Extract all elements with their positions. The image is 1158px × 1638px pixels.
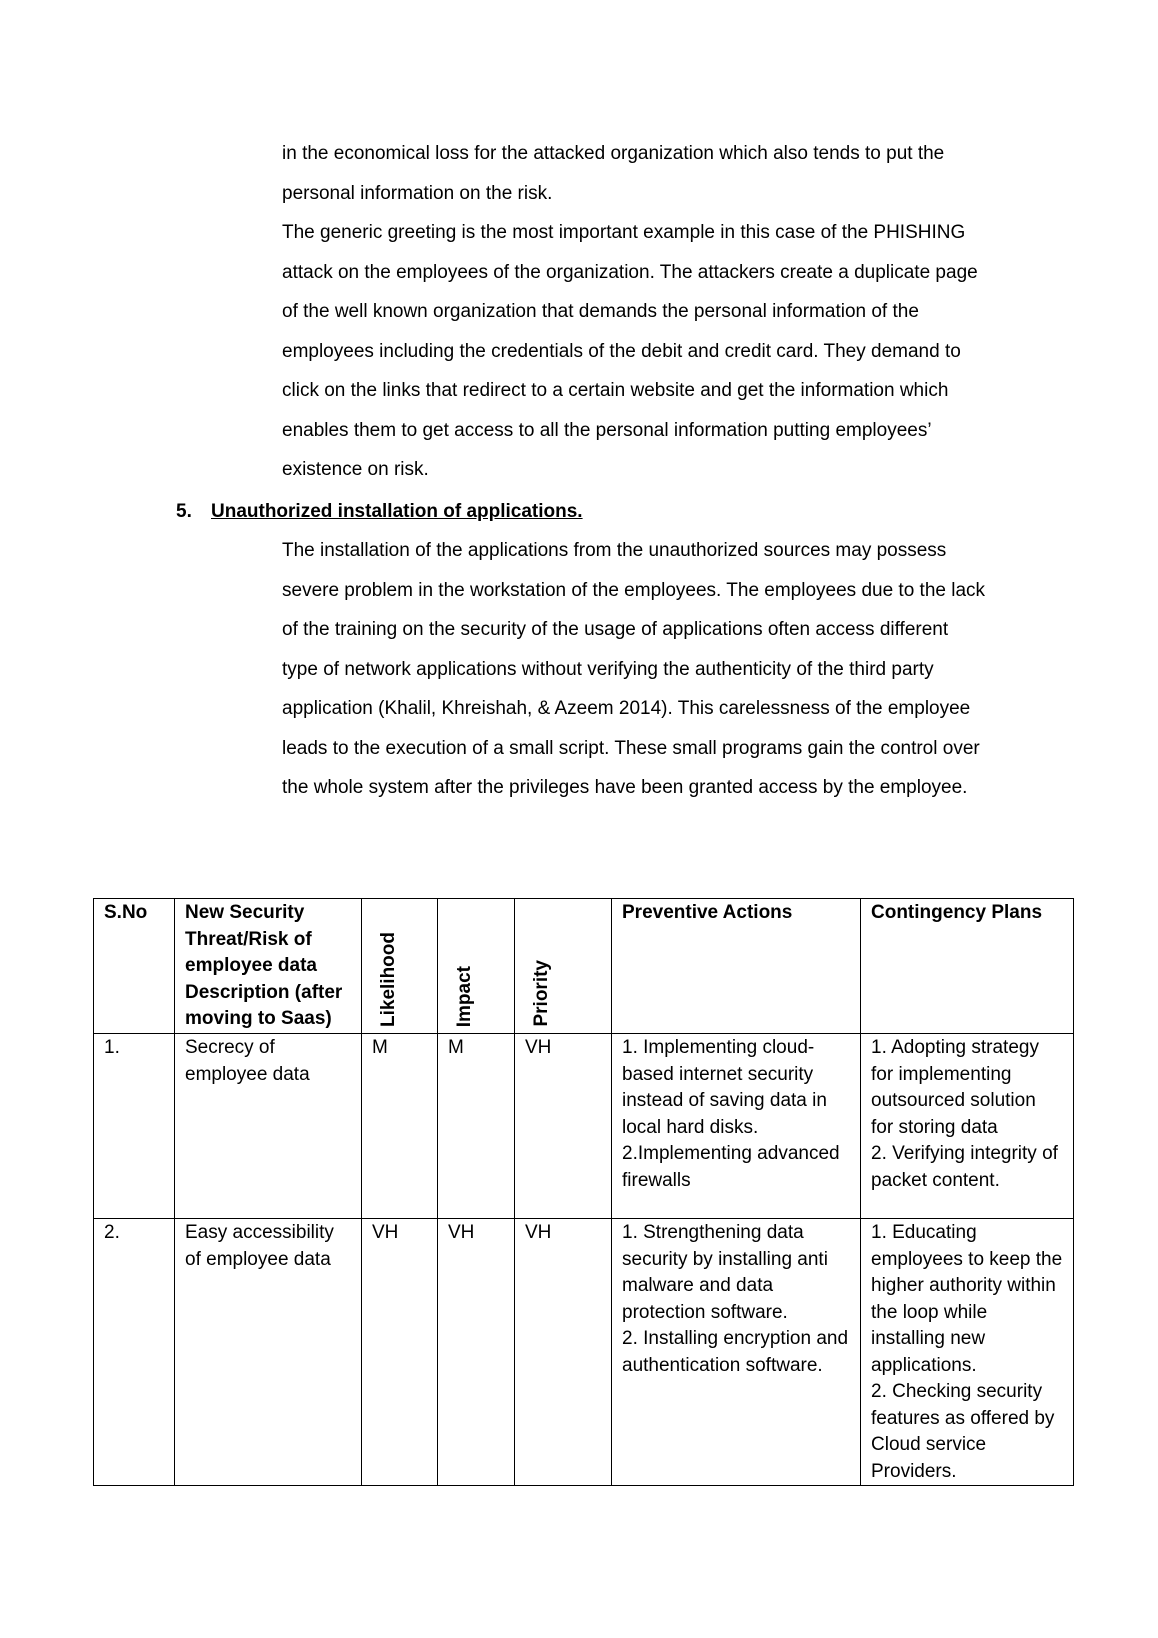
cell-likelihood: VH (362, 1219, 438, 1486)
cell-likelihood: M (362, 1034, 438, 1219)
text-line: leads to the execution of a small script. These small programs gain the control over (282, 737, 980, 759)
header-preventive: Preventive Actions (612, 899, 861, 1034)
text-line: existence on risk. (282, 459, 429, 480)
header-likelihood: Likelihood (378, 932, 399, 1027)
text-line: of the training on the security of the usage of applications often access different (282, 619, 949, 640)
cell-impact: M (438, 1034, 515, 1219)
cell-sno: 1. (94, 1034, 175, 1219)
header-priority-cell (515, 899, 612, 1034)
text-line: personal information on the risk. (282, 182, 553, 204)
text-line: The installation of the applications from the unauthorized sources may possess (282, 540, 947, 561)
header-impact-cell (438, 899, 515, 1034)
section-number: 5. (176, 501, 192, 522)
text-line: attack on the employees of the organization. The attackers create a duplicate page (282, 261, 978, 283)
cell-priority: VH (515, 1219, 612, 1486)
cell-contingency: 1. Educating employees to keep the higher authority within the loop while installing new applications. 2. Checking security features as offered by Cloud service Providers. (861, 1219, 1074, 1486)
cell-sno: 2. (94, 1219, 175, 1486)
text-line: in the economical loss for the attacked organization which also tends to put the (282, 143, 945, 164)
cell-priority: VH (515, 1034, 612, 1219)
intro-paragraph (282, 134, 1042, 490)
header-priority: Priority (531, 960, 552, 1027)
section-5-paragraph (282, 531, 1042, 808)
header-contingency: Contingency Plans (861, 899, 1074, 1034)
text-line: type of network applications without verifying the authenticity of the third party (282, 658, 934, 680)
table-row (94, 1034, 1074, 1219)
text-line: enables them to get access to all the personal information putting employees’ (282, 419, 932, 441)
cell-preventive: 1. Implementing cloud-based internet security instead of saving data in local hard disks. 2.Implementing advanced firewalls (612, 1034, 861, 1219)
cell-threat: Easy accessibility of employee data (175, 1219, 362, 1486)
header-threat: New Security Threat/Risk of employee data Description (after moving to Saas) (175, 899, 362, 1034)
text-line: of the well known organization that demands the personal information of the (282, 301, 919, 322)
cell-contingency: 1. Adopting strategy for implementing outsourced solution for storing data 2. Verifying integrity of packet content. (861, 1034, 1074, 1219)
cell-impact: VH (438, 1219, 515, 1486)
cell-preventive: 1. Strengthening data security by installing anti malware and data protection software. 2. Installing encryption and authentication software. (612, 1219, 861, 1486)
table-row (94, 1219, 1074, 1486)
risk-table (93, 898, 1074, 1486)
text-line: employees including the credentials of the debit and credit card. They demand to (282, 340, 961, 362)
text-line: the whole system after the privileges have been granted access by the employee. (282, 777, 968, 798)
header-sno: S.No (94, 899, 175, 1034)
text-line: The generic greeting is the most important example in this case of the PHISHING (282, 222, 966, 243)
section-5-heading (176, 492, 583, 532)
text-line: click on the links that redirect to a certain website and get the information which (282, 380, 949, 401)
table-header-row (94, 899, 1074, 1034)
header-impact: Impact (454, 965, 475, 1027)
cell-threat: Secrecy of employee data (175, 1034, 362, 1219)
text-line: application (Khalil, Khreishah, & Azeem 2014). This carelessness of the employee (282, 698, 971, 719)
section-title: Unauthorized installation of applications. (211, 501, 583, 522)
header-likelihood-cell (362, 899, 438, 1034)
text-line: severe problem in the workstation of the employees. The employees due to the lack (282, 579, 986, 601)
